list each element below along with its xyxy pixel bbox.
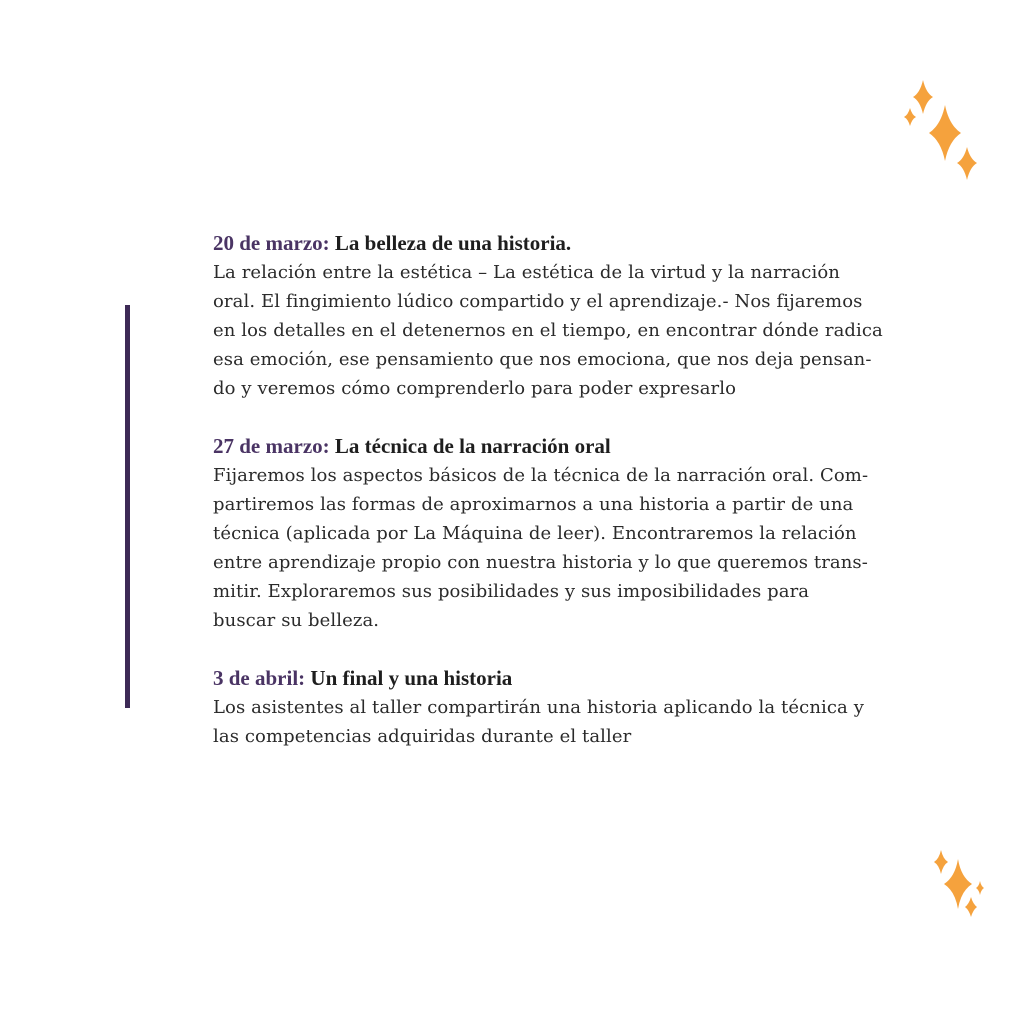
sparkle-star-icon bbox=[904, 108, 916, 126]
sparkle-star-icon bbox=[934, 850, 948, 874]
sparkles-icon bbox=[895, 75, 985, 185]
session-title: Un final y una historia bbox=[310, 666, 513, 690]
sparkle-star-icon bbox=[957, 147, 977, 180]
session-2 bbox=[213, 431, 973, 635]
session-description: Los asistentes al taller compartirán una historia aplicando la técnica y las competencias adquiridas durante el taller bbox=[213, 697, 864, 747]
session-heading bbox=[213, 431, 973, 461]
session-description: La relación entre la estética – La estética de la virtud y la narración oral. El fingimiento lúdico compartido y el aprendizaje.- Nos fijaremos en los detalles en el detenernos en el tiempo, en encontrar dónde radica esa emoción, ese pensamiento que nos emociona, que nos deja pensan- do y veremos cómo comprenderlo para poder expresarlo bbox=[213, 262, 883, 399]
sparkle-star-icon bbox=[929, 105, 961, 161]
sparkles-icon bbox=[925, 845, 990, 920]
session-title: La belleza de una historia. bbox=[334, 231, 572, 255]
sparkle-star-icon bbox=[965, 897, 977, 917]
session-date: 3 de abril: bbox=[213, 666, 306, 690]
accent-bar bbox=[125, 305, 130, 708]
session-title: La técnica de la narración oral bbox=[334, 434, 611, 458]
schedule bbox=[213, 228, 973, 779]
session-description: Fijaremos los aspectos básicos de la técnica de la narración oral. Com- partiremos las formas de aproximarnos a una historia a partir de una técnica (aplicada por La Máquina de leer). Encontraremos la relación entre aprendizaje propio con nuestra historia y lo que queremos trans- mitir. Exploraremos sus posibilidades y sus imposibilidades para buscar su belleza. bbox=[213, 465, 869, 631]
session-date: 20 de marzo: bbox=[213, 231, 330, 255]
sparkle-star-icon bbox=[976, 881, 984, 895]
sparkle-star-icon bbox=[944, 859, 972, 909]
sparkle-star-icon bbox=[913, 80, 933, 114]
session-date: 27 de marzo: bbox=[213, 434, 330, 458]
session-3 bbox=[213, 663, 973, 751]
session-heading bbox=[213, 228, 973, 258]
session-heading bbox=[213, 663, 973, 693]
session-1 bbox=[213, 228, 973, 403]
